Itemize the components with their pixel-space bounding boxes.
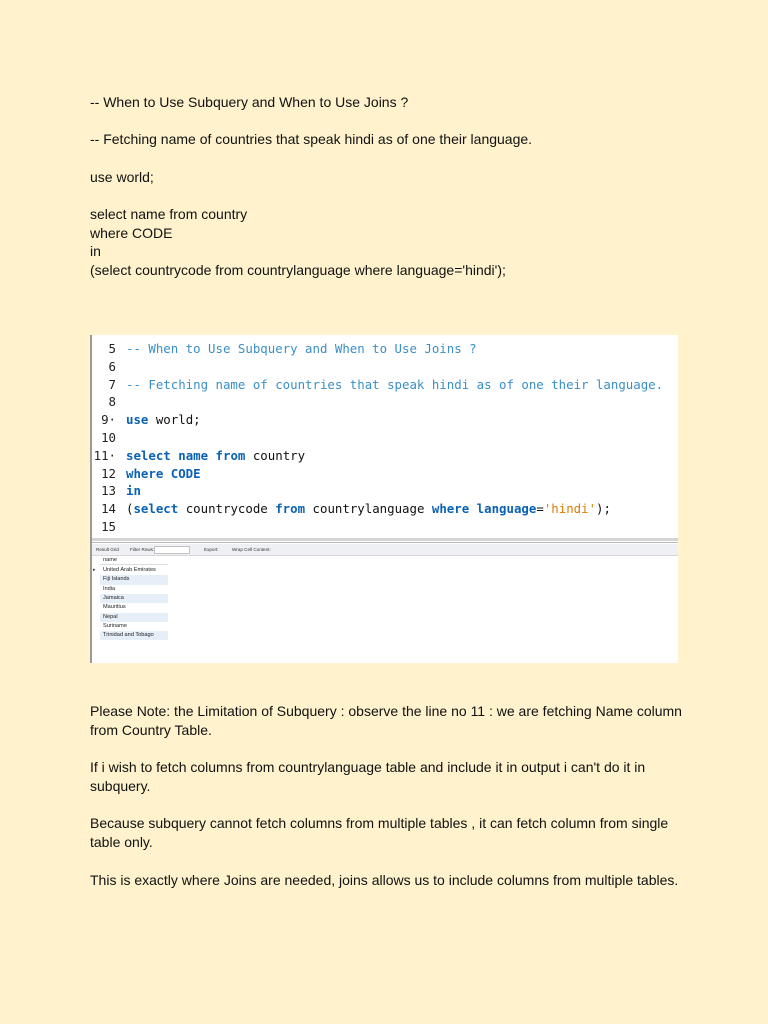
line-number: 15 [101,518,116,534]
query-line: select name from country [90,206,248,222]
table-row[interactable]: Suriname [103,622,127,629]
table-row[interactable]: United Arab Emirates [103,567,156,573]
code-line [92,518,678,536]
line-number: 8 [108,394,116,410]
note-line: Please Note: the Limitation of Subquery : observe the line no 11 : we are fetching Name column [90,703,682,719]
line-number: 14 [101,501,116,517]
code-text: countrycode [178,501,276,517]
line-number: 13 [101,483,116,499]
string-literal: 'hindi' [543,501,597,517]
keyword: language [476,501,537,517]
line-number: 12 [101,465,116,481]
keyword: in [126,483,141,499]
keyword: name [178,447,209,463]
note-line: table only. [90,833,153,850]
splitter[interactable] [92,538,678,541]
keyword: select [126,447,171,463]
code-line [92,447,678,465]
table-row[interactable]: Mauritius [103,604,126,611]
note-line: This is exactly where Joins are needed, joins allows us to include columns from multiple tables. [90,872,679,888]
code-line [92,376,678,394]
row-pointer-icon: ▸ [93,567,96,573]
code-text: ); [596,501,611,517]
code-line [92,358,678,376]
export-button[interactable]: Export: [204,547,219,552]
code-editor [92,340,678,536]
code-line [92,429,678,447]
filter-rows-input[interactable] [154,546,190,554]
note-line: Because subquery cannot fetch columns from multiple tables , it can fetch column from single [90,815,669,831]
code-text: country [245,447,306,463]
wrap-cell-toggle[interactable]: Wrap Cell Content: [232,547,271,552]
column-header[interactable]: name [100,556,168,565]
table-row[interactable]: Fiji Islands [100,575,168,584]
fold-marker[interactable]: · [108,412,116,428]
table-row[interactable]: Nepal [100,613,168,622]
result-grid-tab[interactable]: Result Grid [96,547,119,552]
line-number: 6 [108,358,116,374]
table-row[interactable]: India [103,585,116,592]
query-block [90,205,506,279]
note-paragraph [90,871,678,890]
fetch-comment: -- Fetching name of countries that speak hindi as of one their language. [90,131,533,147]
note-paragraph [90,702,682,739]
table-row[interactable]: Trinidad and Tobago [100,631,168,640]
query-line: where CODE [90,224,173,241]
use-statement: use world; [90,169,154,185]
code-text: world; [148,412,201,428]
fold-marker[interactable]: · [108,447,116,463]
note-paragraph [90,758,645,795]
code-line [92,500,678,518]
heading-comment: -- When to Use Subquery and When to Use Joins ? [90,94,409,110]
note-line: If i wish to fetch columns from countrylanguage table and include it in output i can't do it in [90,759,646,775]
line-number: 11· [93,447,116,463]
comment-text: -- Fetching name of countries that speak hindi as of one their language. [126,376,664,392]
code-text: ( [126,501,134,517]
code-text [208,448,215,463]
divider [92,542,678,543]
code-text: countrylanguage [305,501,432,517]
note-paragraph [90,814,668,851]
line-number: 7 [108,376,116,392]
code-line [92,340,678,358]
note-line: from Country Table. [90,721,212,738]
line-number: 9· [101,412,116,428]
query-line: (select countrycode from countrylanguage where language='hindi'); [90,261,506,278]
table-row[interactable]: Jamaica [100,594,168,603]
note-line: subquery. [90,777,151,794]
keyword: where [431,501,470,517]
code-line [92,465,678,483]
sql-editor-screenshot [90,335,678,663]
keyword: use [126,412,149,428]
code-text: = [536,501,544,517]
line-number: 10 [101,429,116,445]
code-line [92,411,678,429]
code-text [469,501,476,516]
code-line [92,482,678,500]
query-line: in [90,243,101,259]
line-number: 5 [108,341,116,356]
result-toolbar [92,544,678,556]
comment-text: -- When to Use Subquery and When to Use Joins ? [126,341,477,356]
code-line [92,393,678,411]
filter-rows-label: Filter Rows: [130,547,155,552]
keyword: where CODE [126,465,201,481]
keyword: select [133,501,179,517]
keyword: from [275,501,306,517]
keyword: from [215,447,246,463]
